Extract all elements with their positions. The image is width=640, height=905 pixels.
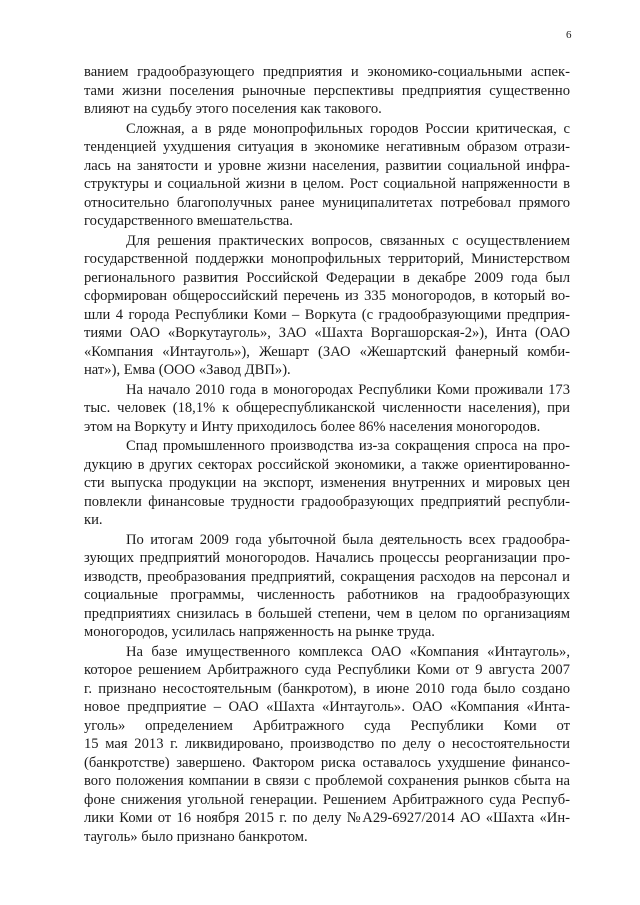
text-line: уголь» определением Арбитражного суда Республики Коми от <box>84 717 570 734</box>
text-line: государственного вмешательства. <box>84 213 293 229</box>
text-line: сформирован общероссийский перечень из 335 моногородов, в который во- <box>84 288 570 304</box>
text-line: вого положения компании в связи с проблемой сохранения рынков сбыта на <box>84 773 570 789</box>
paragraph <box>84 232 570 380</box>
paragraph <box>84 63 570 119</box>
paragraph <box>84 381 570 437</box>
text-line: социальные программы, численность работников на градообразующих <box>84 587 570 603</box>
text-line: фоне снижения угольной генерации. Решением Арбитражного суда Респуб- <box>84 791 570 808</box>
text-line: моногородов, усилилась напряженность на рынке труда. <box>84 624 435 640</box>
text-line: зующих предприятий моногородов. Начались процессы реорганизации про- <box>84 550 570 566</box>
text-line: которое решением Арбитражного суда Республики Коми от 9 августа 2007 <box>84 662 570 678</box>
text-line: сти выпуска продукции на экспорт, изменения внутренних и мировых цен <box>84 475 570 491</box>
text-line: тыс. человек (18,1% к общереспубликанской численности населения), при <box>84 400 570 416</box>
text-line: (банкротстве) завершено. Фактором риска оставалось ухудшение финансо- <box>84 754 570 771</box>
page-number: 6 <box>566 29 572 41</box>
text-line: предприятиях снизилась в большей степени, чем в целом по организациям <box>84 605 570 622</box>
text-line: На базе имущественного комплекса ОАО «Компания «Интауголь», <box>126 643 570 660</box>
text-line: лики Коми от 16 ноября 2015 г. по делу №А29-6927/2014 АО «Шахта «Ин- <box>84 810 570 826</box>
text-line: нат»), Емва (ООО «Завод ДВП»). <box>84 362 291 378</box>
text-line: Сложная, а в ряде монопрофильных городов России критическая, с <box>126 120 570 137</box>
text-line: ки. <box>84 512 103 528</box>
text-line: тенденцией ухудшения ситуация в экономике негативным образом отрази- <box>84 139 570 155</box>
text-line: регионального развития Российской Федерации в декабре 2009 года был <box>84 269 570 286</box>
text-line: новое предприятие – ОАО «Шахта «Интауголь». ОАО «Компания «Инта- <box>84 699 570 715</box>
paragraph <box>84 531 570 642</box>
text-line: Спад промышленного производства из-за сокращения спроса на про- <box>126 438 570 454</box>
paragraph <box>84 643 570 847</box>
text-line: влияют на судьбу этого поселения как такового. <box>84 101 382 117</box>
text-line: 15 мая 2013 г. ликвидировано, производство по делу о несостоятельности <box>84 736 570 752</box>
text-line: государственной поддержки монопрофильных территорий, Министерством <box>84 251 570 267</box>
paragraph <box>84 120 570 231</box>
paragraph <box>84 437 570 530</box>
text-line: повлекли финансовые трудности градообразующих предприятий республи- <box>84 493 570 510</box>
text-line: «Компания «Интауголь»), Жешарт (ЗАО «Жешартский фанерный комби- <box>84 343 570 360</box>
text-line: дукцию в других секторах российской экономики, а также ориентированно- <box>84 456 570 473</box>
text-line: ванием градообразующего предприятия и экономико-социальными аспек- <box>84 64 570 80</box>
document-body <box>84 63 570 846</box>
text-line: По итогам 2009 года убыточной была деятельность всех градообра- <box>126 531 570 548</box>
text-line: структуры и социальной жизни в целом. Рост социальной напряженности в <box>84 176 570 192</box>
text-line: Для решения практических вопросов, связанных с осуществлением <box>126 232 570 249</box>
text-line: этом на Воркуту и Инту приходилось более 86% населения моногородов. <box>84 418 541 435</box>
text-line: На начало 2010 года в моногородах Республики Коми проживали 173 <box>126 381 570 398</box>
text-line: тауголь» было признано банкротом. <box>84 828 308 845</box>
text-line: тами жизни поселения рыночные перспективы предприятия существенно <box>84 82 570 99</box>
text-line: шли 4 города Республики Коми – Воркута (с градообразующими предприя- <box>84 306 570 323</box>
text-line: тиями ОАО «Воркутауголь», ЗАО «Шахта Воргашорская-2»), Инта (ОАО <box>84 325 570 341</box>
text-line: г. признано несостоятельным (банкротом), в июне 2010 года было создано <box>84 680 570 697</box>
text-line: изводств, преобразования предприятий, сокращения расходов на персонал и <box>84 568 570 585</box>
text-line: относительно благополучных ранее муниципалитетах потребовал прямого <box>84 194 570 211</box>
text-line: лась на занятости и уровне жизни населения, развитии социальной инфра- <box>84 157 570 174</box>
